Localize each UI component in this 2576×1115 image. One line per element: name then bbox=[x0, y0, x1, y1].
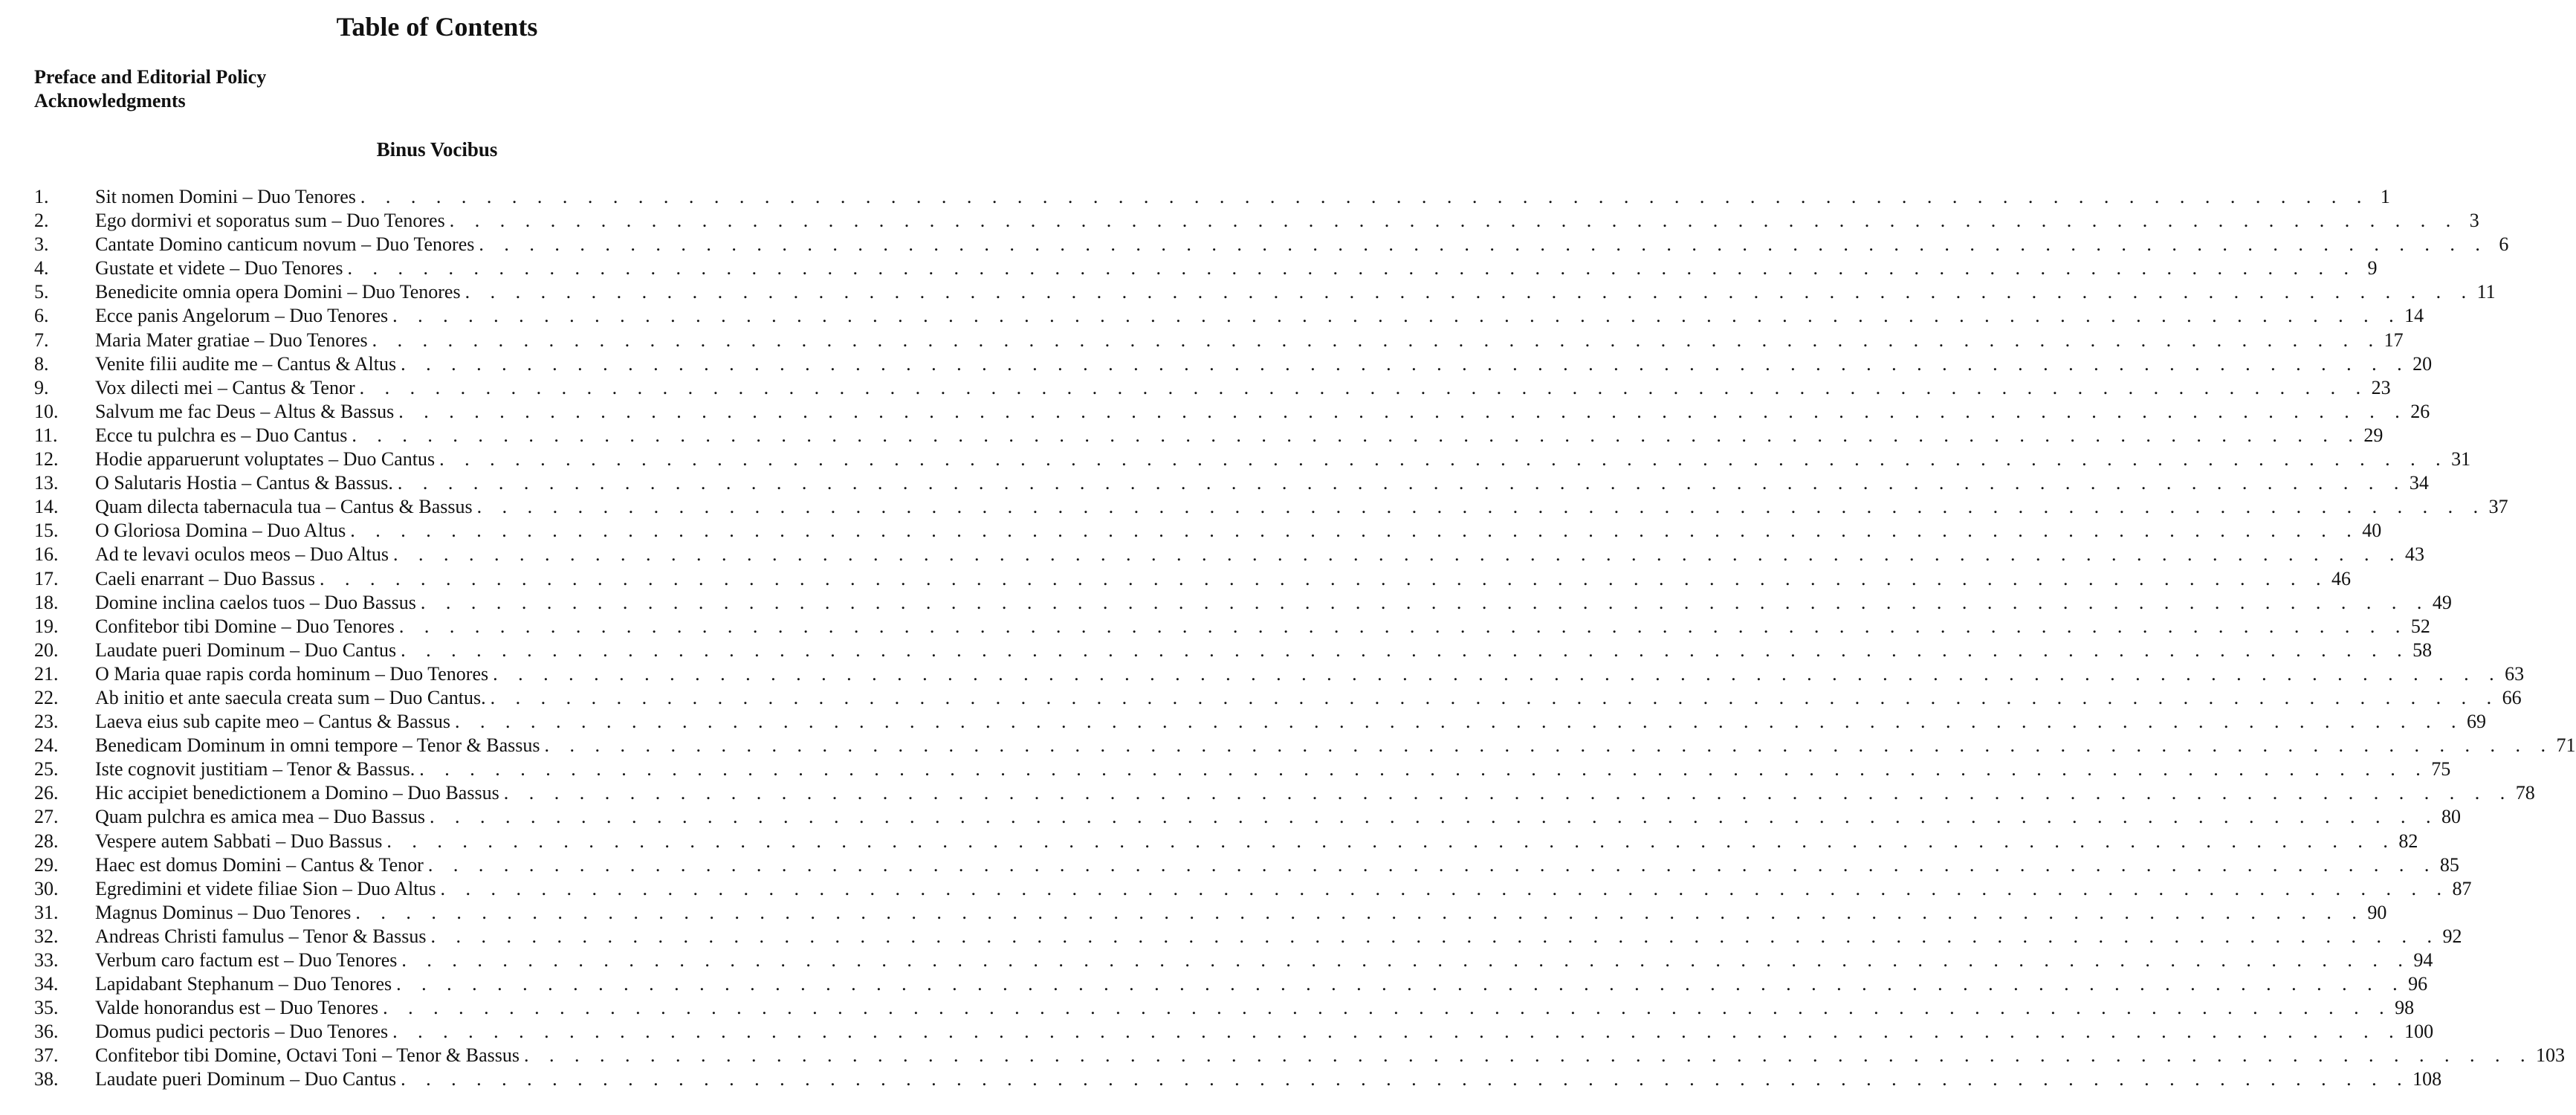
toc-entry-page: 3 bbox=[2469, 210, 2479, 232]
toc-entry bbox=[34, 853, 2459, 877]
toc-entry-title: O Salutaris Hostia – Cantus & Bassus. bbox=[95, 472, 393, 494]
toc-entry-page: 87 bbox=[2452, 877, 2472, 899]
toc-list bbox=[34, 185, 2576, 1092]
toc-entry bbox=[34, 304, 2424, 328]
toc-entry-title: Ecce tu pulchra es – Duo Cantus bbox=[95, 424, 348, 446]
toc-entry bbox=[34, 662, 2525, 686]
toc-entry-number: 12. bbox=[34, 448, 59, 471]
toc-entry-page: 66 bbox=[2502, 686, 2522, 708]
toc-entry bbox=[34, 280, 2496, 304]
toc-entry-number: 6. bbox=[34, 305, 49, 327]
toc-entry-title: Lapidabant Stephanum – Duo Tenores bbox=[95, 973, 392, 995]
toc-entry-title: Valde honorandus est – Duo Tenores bbox=[95, 997, 379, 1019]
toc-entry-title: Andreas Christi famulus – Tenor & Bassus bbox=[95, 925, 427, 947]
toc-entry bbox=[34, 400, 2430, 424]
toc-entry-title: Verbum caro factum est – Duo Tenores bbox=[95, 949, 398, 971]
toc-entry bbox=[34, 209, 2479, 233]
toc-entry bbox=[34, 376, 2391, 400]
toc-entry-page: 58 bbox=[2412, 639, 2433, 661]
toc-entry bbox=[34, 877, 2472, 901]
toc-entry-number: 24. bbox=[34, 734, 59, 757]
toc-dot-leader: . . . . . . . . . . . . . . . . . . . . . . . . . . . . . . . . . . . . . . . . . . . . . . . . . . . . . . . . . . . . . . . . . . . . . . . . . . . . . . . . bbox=[490, 686, 2499, 708]
toc-dot-leader: . . . . . . . . . . . . . . . . . . . . . . . . . . . . . . . . . . . . . . . . . . . . . . . . . . . . . . . . . . . . . . . . . . . . . . . . . . . . . . . . bbox=[401, 1068, 2410, 1090]
toc-entry bbox=[34, 329, 2404, 352]
toc-entry-number: 35. bbox=[34, 997, 59, 1019]
toc-entry-number: 34. bbox=[34, 973, 59, 995]
toc-entry bbox=[34, 805, 2462, 829]
toc-entry-title: Gustate et videte – Duo Tenores bbox=[95, 257, 343, 279]
toc-dot-leader: . . . . . . . . . . . . . . . . . . . . . . . . . . . . . . . . . . . . . . . . . . . . . . . . . . . . . . . . . . . . . . . . . . . . . . . . . . . . . . . . bbox=[493, 662, 2502, 685]
toc-dot-leader: . . . . . . . . . . . . . . . . . . . . . . . . . . . . . . . . . . . . . . . . . . . . . . . . . . . . . . . . . . . . . . . . . . . . . . . . . . . . . . . . bbox=[523, 1044, 2533, 1067]
toc-entry-number: 1. bbox=[34, 186, 49, 207]
toc-entry-page: 34 bbox=[2409, 472, 2429, 494]
toc-entry-title: Haec est domus Domini – Cantus & Tenor bbox=[95, 853, 424, 876]
toc-entry-number: 9. bbox=[34, 376, 49, 398]
toc-entry bbox=[34, 830, 2418, 853]
toc-entry-number: 7. bbox=[34, 329, 49, 351]
toc-dot-leader: . . . . . . . . . . . . . . . . . . . . . . . . . . . . . . . . . . . . . . . . . . . . . . . . . . . . . . . . . . . . . . . . . . . . . . . . . . . . . . . . bbox=[383, 997, 2392, 1019]
toc-entry-title: Laudate pueri Dominum – Duo Cantus bbox=[95, 639, 397, 661]
toc-entry-page: 46 bbox=[2331, 567, 2352, 589]
toc-entry-number: 14. bbox=[34, 496, 59, 518]
toc-entry-page: 14 bbox=[2404, 305, 2424, 327]
toc-dot-leader: . . . . . . . . . . . . . . . . . . . . . . . . . . . . . . . . . . . . . . . . . . . . . . . . . . . . . . . . . . . . . . . . . . . . . . . . . . . . . . . . bbox=[320, 567, 2329, 589]
toc-entry bbox=[34, 781, 2535, 805]
toc-entry bbox=[34, 424, 2384, 447]
toc-dot-leader: . . . . . . . . . . . . . . . . . . . . . . . . . . . . . . . . . . . . . . . . . . . . . . . . . . . . . . . . . . . . . . . . . . . . . . . . . . . . . . . . bbox=[355, 901, 2365, 923]
toc-entry-number: 18. bbox=[34, 591, 59, 613]
toc-entry-number: 23. bbox=[34, 711, 59, 733]
toc-dot-leader: . . . . . . . . . . . . . . . . . . . . . . . . . . . . . . . . . . . . . . . . . . . . . . . . . . . . . . . . . . . . . . . . . . . . . . . . . . . . . . . . bbox=[401, 639, 2410, 661]
toc-entry-page: 31 bbox=[2451, 448, 2471, 471]
toc-entry-title: Magnus Dominus – Duo Tenores bbox=[95, 901, 352, 923]
toc-entry-number: 36. bbox=[34, 1021, 59, 1043]
toc-entry-title: Hic accipiet benedictionem a Domino – Duo Bassus bbox=[95, 782, 499, 804]
toc-entry-page: 26 bbox=[2410, 400, 2430, 422]
toc-entry-title: Domine inclina caelos tuos – Duo Bassus bbox=[95, 591, 416, 613]
toc-entry-number: 20. bbox=[34, 639, 59, 661]
toc-dot-leader: . . . . . . . . . . . . . . . . . . . . . . . . . . . . . . . . . . . . . . . . . . . . . . . . . . . . . . . . . . . . . . . . . . . . . . . . . . . . . . . . bbox=[386, 830, 2396, 852]
toc-entry-number: 5. bbox=[34, 281, 49, 303]
toc-dot-leader: . . . . . . . . . . . . . . . . . . . . . . . . . . . . . . . . . . . . . . . . . . . . . . . . . . . . . . . . . . . . . . . . . . . . . . . . . . . . . . . . bbox=[393, 543, 2403, 566]
toc-entry-title: Cantate Domino canticum novum – Duo Tenores bbox=[95, 233, 475, 256]
toc-entry-number: 26. bbox=[34, 782, 59, 804]
toc-entry-page: 80 bbox=[2441, 806, 2462, 828]
toc-dot-leader: . . . . . . . . . . . . . . . . . . . . . . . . . . . . . . . . . . . . . . . . . . . . . . . . . . . . . . . . . . . . . . . . . . . . . . . . . . . . . . . . bbox=[398, 400, 2408, 422]
toc-entry-number: 8. bbox=[34, 352, 49, 375]
toc-entry bbox=[34, 352, 2433, 376]
toc-entry-title: Caeli enarrant – Duo Bassus bbox=[95, 567, 316, 589]
toc-entry bbox=[34, 185, 2390, 209]
toc-entry-title: Vox dilecti mei – Cantus & Tenor bbox=[95, 376, 355, 398]
toc-entry bbox=[34, 925, 2462, 948]
toc-entry-number: 31. bbox=[34, 901, 59, 923]
front-matter-list bbox=[34, 65, 266, 113]
toc-entry bbox=[34, 471, 2429, 495]
toc-entry bbox=[34, 948, 2433, 972]
toc-dot-leader: . . . . . . . . . . . . . . . . . . . . . . . . . . . . . . . . . . . . . . . . . . . . . . . . . . . . . . . . . . . . . . . . . . . . . . . . . . . . . . . . bbox=[503, 782, 2513, 804]
toc-dot-leader: . . . . . . . . . . . . . . . . . . . . . . . . . . . . . . . . . . . . . . . . . . . . . . . . . . . . . . . . . . . . . . . . . . . . . . . . . . . . . . . . bbox=[430, 925, 2440, 947]
toc-entry-number: 13. bbox=[34, 472, 59, 494]
toc-entry-number: 3. bbox=[34, 233, 49, 256]
toc-entry-title: Confitebor tibi Domine, Octavi Toni – Tenor & Bassus bbox=[95, 1044, 520, 1067]
toc-entry-page: 103 bbox=[2535, 1044, 2565, 1067]
toc-entry-number: 29. bbox=[34, 853, 59, 876]
toc-entry-title: Laudate pueri Dominum – Duo Cantus bbox=[95, 1068, 397, 1090]
toc-dot-leader: . . . . . . . . . . . . . . . . . . . . . . . . . . . . . . . . . . . . . . . . . . . . . . . . . . . . . . . . . . . . . . . . . . . . . . . . . . . . . . . . bbox=[455, 711, 2465, 733]
toc-entry-title: Benedicite omnia opera Domini – Duo Tenores bbox=[95, 281, 461, 303]
toc-entry-page: 20 bbox=[2412, 352, 2433, 375]
toc-dot-leader: . . . . . . . . . . . . . . . . . . . . . . . . . . . . . . . . . . . . . . . . . . . . . . . . . . . . . . . . . . . . . . . . . . . . . . . . . . . . . . . . bbox=[439, 448, 2449, 471]
toc-entry bbox=[34, 1020, 2434, 1044]
toc-entry-page: 43 bbox=[2405, 543, 2425, 566]
toc-dot-leader: . . . . . . . . . . . . . . . . . . . . . . . . . . . . . . . . . . . . . . . . . . . . . . . . . . . . . . . . . . . . . . . . . . . . . . . . . . . . . . . . bbox=[479, 233, 2488, 256]
toc-entry-title: Sit nomen Domini – Duo Tenores bbox=[95, 186, 356, 207]
toc-dot-leader: . . . . . . . . . . . . . . . . . . . . . . . . . . . . . . . . . . . . . . . . . . . . . . . . . . . . . . . . . . . . . . . . . . . . . . . . . . . . . . . . bbox=[401, 949, 2411, 971]
toc-dot-leader: . . . . . . . . . . . . . . . . . . . . . . . . . . . . . . . . . . . . . . . . . . . . . . . . . . . . . . . . . . . . . . . . . . . . . . . . . . . . . . . . bbox=[392, 1021, 2402, 1043]
toc-dot-leader: . . . . . . . . . . . . . . . . . . . . . . . . . . . . . . . . . . . . . . . . . . . . . . . . . . . . . . . . . . . . . . . . . . . . . . . . . . . . . . . . bbox=[449, 210, 2459, 232]
toc-entry bbox=[34, 256, 2378, 280]
toc-entry-title: Iste cognovit justitiam – Tenor & Bassus. bbox=[95, 758, 415, 780]
toc-entry-title: Benedicam Dominum in omni tempore – Tenor & Bassus bbox=[95, 734, 540, 757]
toc-entry-title: Quam dilecta tabernacula tua – Cantus & Bassus bbox=[95, 496, 473, 518]
front-matter-item-acknowledgments: Acknowledgments bbox=[34, 90, 186, 112]
toc-entry bbox=[34, 615, 2430, 639]
toc-entry-title: O Gloriosa Domina – Duo Altus bbox=[95, 520, 346, 542]
toc-entry bbox=[34, 757, 2451, 781]
toc-entry-title: Hodie apparuerunt voluptates – Duo Cantus bbox=[95, 448, 436, 471]
toc-entry-title: Domus pudici pectoris – Duo Tenores bbox=[95, 1021, 389, 1043]
toc-entry-page: 82 bbox=[2398, 830, 2418, 852]
toc-entry-page: 49 bbox=[2432, 591, 2452, 613]
toc-entry bbox=[34, 447, 2471, 471]
toc-entry-page: 90 bbox=[2367, 901, 2387, 923]
toc-dot-leader: . . . . . . . . . . . . . . . . . . . . . . . . . . . . . . . . . . . . . . . . . . . . . . . . . . . . . . . . . . . . . . . . . . . . . . . . . . . . . . . . bbox=[350, 520, 2360, 542]
toc-entry-page: 23 bbox=[2371, 376, 2391, 398]
toc-dot-leader: . . . . . . . . . . . . . . . . . . . . . . . . . . . . . . . . . . . . . . . . . . . . . . . . . . . . . . . . . . . . . . . . . . . . . . . . . . . . . . . . bbox=[352, 424, 2361, 446]
toc-entry-number: 37. bbox=[34, 1044, 59, 1067]
toc-entry-page: 6 bbox=[2499, 233, 2509, 256]
toc-entry-page: 78 bbox=[2515, 782, 2535, 804]
toc-entry bbox=[34, 1044, 2565, 1067]
toc-entry-page: 98 bbox=[2395, 997, 2415, 1019]
toc-entry-page: 75 bbox=[2431, 758, 2451, 780]
toc-entry-title: Ego dormivi et soporatus sum – Duo Tenores bbox=[95, 210, 445, 232]
toc-entry bbox=[34, 567, 2352, 591]
toc-dot-leader: . . . . . . . . . . . . . . . . . . . . . . . . . . . . . . . . . . . . . . . . . . . . . . . . . . . . . . . . . . . . . . . . . . . . . . . . . . . . . . . . bbox=[360, 186, 2369, 207]
toc-entry-page: 40 bbox=[2362, 520, 2382, 542]
toc-entry bbox=[34, 996, 2415, 1020]
toc-entry bbox=[34, 543, 2425, 566]
toc-entry-number: 21. bbox=[34, 662, 59, 685]
toc-entry-number: 15. bbox=[34, 520, 59, 542]
toc-entry-number: 11. bbox=[34, 424, 58, 446]
toc-entry bbox=[34, 972, 2428, 996]
toc-entry-page: 37 bbox=[2488, 496, 2508, 518]
toc-entry bbox=[34, 519, 2382, 543]
toc-entry-number: 28. bbox=[34, 830, 59, 852]
toc-entry-number: 22. bbox=[34, 686, 59, 708]
toc-entry-page: 108 bbox=[2412, 1068, 2442, 1090]
toc-entry-number: 38. bbox=[34, 1068, 59, 1090]
toc-entry-page: 100 bbox=[2404, 1021, 2434, 1043]
toc-entry-page: 11 bbox=[2476, 281, 2496, 303]
toc-entry-title: Ad te levavi oculos meos – Duo Altus bbox=[95, 543, 389, 566]
front-matter-item-preface: Preface and Editorial Policy bbox=[34, 66, 267, 88]
toc-dot-leader: . . . . . . . . . . . . . . . . . . . . . . . . . . . . . . . . . . . . . . . . . . . . . . . . . . . . . . . . . . . . . . . . . . . . . . . . . . . . . . . . bbox=[359, 376, 2369, 398]
toc-dot-leader: . . . . . . . . . . . . . . . . . . . . . . . . . . . . . . . . . . . . . . . . . . . . . . . . . . . . . . . . . . . . . . . . . . . . . . . . . . . . . . . . bbox=[440, 877, 2450, 899]
toc-dot-leader: . . . . . . . . . . . . . . . . . . . . . . . . . . . . . . . . . . . . . . . . . . . . . . . . . . . . . . . . . . . . . . . . . . . . . . . . . . . . . . . . bbox=[476, 496, 2486, 518]
toc-entry bbox=[34, 495, 2508, 519]
toc-entry-title: Egredimini et videte filiae Sion – Duo Altus bbox=[95, 877, 436, 899]
toc-entry bbox=[34, 1067, 2442, 1091]
toc-entry-number: 19. bbox=[34, 615, 59, 637]
toc-entry-page: 52 bbox=[2410, 615, 2430, 637]
toc-entry bbox=[34, 233, 2509, 256]
toc-dot-leader: . . . . . . . . . . . . . . . . . . . . . . . . . . . . . . . . . . . . . . . . . . . . . . . . . . . . . . . . . . . . . . . . . . . . . . . . . . . . . . . . bbox=[392, 305, 2402, 327]
toc-entry-page: 17 bbox=[2384, 329, 2404, 351]
toc-entry bbox=[34, 686, 2522, 710]
toc-dot-leader: . . . . . . . . . . . . . . . . . . . . . . . . . . . . . . . . . . . . . . . . . . . . . . . . . . . . . . . . . . . . . . . . . . . . . . . . . . . . . . . . bbox=[401, 352, 2410, 375]
toc-entry bbox=[34, 734, 2576, 757]
toc-entry-title: Confitebor tibi Domine – Duo Tenores bbox=[95, 615, 395, 637]
toc-dot-leader: . . . . . . . . . . . . . . . . . . . . . . . . . . . . . . . . . . . . . . . . . . . . . . . . . . . . . . . . . . . . . . . . . . . . . . . . . . . . . . . . bbox=[430, 806, 2439, 828]
toc-entry-number: 4. bbox=[34, 257, 49, 279]
toc-dot-leader: . . . . . . . . . . . . . . . . . . . . . . . . . . . . . . . . . . . . . . . . . . . . . . . . . . . . . . . . . . . . . . . . . . . . . . . . . . . . . . . . bbox=[419, 758, 2429, 780]
toc-entry-number: 17. bbox=[34, 567, 59, 589]
toc-entry-title: Maria Mater gratiae – Duo Tenores bbox=[95, 329, 368, 351]
toc-entry-page: 71 bbox=[2556, 734, 2576, 757]
toc-entry-title: Venite filii audite me – Cantus & Altus bbox=[95, 352, 397, 375]
toc-entry-page: 63 bbox=[2505, 662, 2525, 685]
toc-dot-leader: . . . . . . . . . . . . . . . . . . . . . . . . . . . . . . . . . . . . . . . . . . . . . . . . . . . . . . . . . . . . . . . . . . . . . . . . . . . . . . . . bbox=[347, 257, 2357, 279]
toc-entry-title: Salvum me fac Deus – Altus & Bassus bbox=[95, 400, 395, 422]
toc-entry-number: 30. bbox=[34, 877, 59, 899]
toc-entry-page: 94 bbox=[2413, 949, 2433, 971]
toc-entry bbox=[34, 710, 2487, 734]
toc-entry-number: 10. bbox=[34, 400, 59, 422]
toc-entry bbox=[34, 639, 2433, 662]
toc-entry-page: 96 bbox=[2408, 973, 2428, 995]
toc-dot-leader: . . . . . . . . . . . . . . . . . . . . . . . . . . . . . . . . . . . . . . . . . . . . . . . . . . . . . . . . . . . . . . . . . . . . . . . . . . . . . . . . bbox=[427, 853, 2437, 876]
toc-dot-leader: . . . . . . . . . . . . . . . . . . . . . . . . . . . . . . . . . . . . . . . . . . . . . . . . . . . . . . . . . . . . . . . . . . . . . . . . . . . . . . . . bbox=[397, 472, 2407, 494]
toc-entry bbox=[34, 901, 2387, 925]
toc-entry-page: 92 bbox=[2442, 925, 2462, 947]
toc-dot-leader: . . . . . . . . . . . . . . . . . . . . . . . . . . . . . . . . . . . . . . . . . . . . . . . . . . . . . . . . . . . . . . . . . . . . . . . . . . . . . . . . bbox=[372, 329, 2381, 351]
toc-entry-title: Vespere autem Sabbati – Duo Bassus bbox=[95, 830, 383, 852]
toc-dot-leader: . . . . . . . . . . . . . . . . . . . . . . . . . . . . . . . . . . . . . . . . . . . . . . . . . . . . . . . . . . . . . . . . . . . . . . . . . . . . . . . . bbox=[544, 734, 2554, 757]
toc-entry-page: 9 bbox=[2367, 257, 2378, 279]
toc-entry-title: O Maria quae rapis corda hominum – Duo Tenores bbox=[95, 662, 489, 685]
toc-entry-title: Quam pulchra es amica mea – Duo Bassus bbox=[95, 806, 426, 828]
toc-entry-number: 33. bbox=[34, 949, 59, 971]
section-heading: Binus Vocibus bbox=[376, 138, 498, 161]
toc-dot-leader: . . . . . . . . . . . . . . . . . . . . . . . . . . . . . . . . . . . . . . . . . . . . . . . . . . . . . . . . . . . . . . . . . . . . . . . . . . . . . . . . bbox=[465, 281, 2474, 303]
toc-entry-number: 2. bbox=[34, 210, 49, 232]
toc-entry-number: 16. bbox=[34, 543, 59, 566]
toc-entry-page: 69 bbox=[2467, 711, 2487, 733]
toc-entry-number: 32. bbox=[34, 925, 59, 947]
page-title: Table of Contents bbox=[336, 12, 538, 42]
toc-entry-number: 25. bbox=[34, 758, 59, 780]
toc-dot-leader: . . . . . . . . . . . . . . . . . . . . . . . . . . . . . . . . . . . . . . . . . . . . . . . . . . . . . . . . . . . . . . . . . . . . . . . . . . . . . . . . bbox=[420, 591, 2430, 613]
toc-entry-number: 27. bbox=[34, 806, 59, 828]
toc-entry-page: 29 bbox=[2363, 424, 2384, 446]
toc-entry-page: 85 bbox=[2439, 853, 2459, 876]
toc-dot-leader: . . . . . . . . . . . . . . . . . . . . . . . . . . . . . . . . . . . . . . . . . . . . . . . . . . . . . . . . . . . . . . . . . . . . . . . . . . . . . . . . bbox=[398, 615, 2408, 637]
toc-entry-title: Ecce panis Angelorum – Duo Tenores bbox=[95, 305, 389, 327]
toc-entry-page: 1 bbox=[2380, 186, 2390, 207]
toc-entry bbox=[34, 591, 2452, 615]
toc-entry-title: Laeva eius sub capite meo – Cantus & Bassus bbox=[95, 711, 451, 733]
toc-dot-leader: . . . . . . . . . . . . . . . . . . . . . . . . . . . . . . . . . . . . . . . . . . . . . . . . . . . . . . . . . . . . . . . . . . . . . . . . . . . . . . . . bbox=[396, 973, 2406, 995]
toc-entry-title: Ab initio et ante saecula creata sum – Duo Cantus. bbox=[95, 686, 486, 708]
